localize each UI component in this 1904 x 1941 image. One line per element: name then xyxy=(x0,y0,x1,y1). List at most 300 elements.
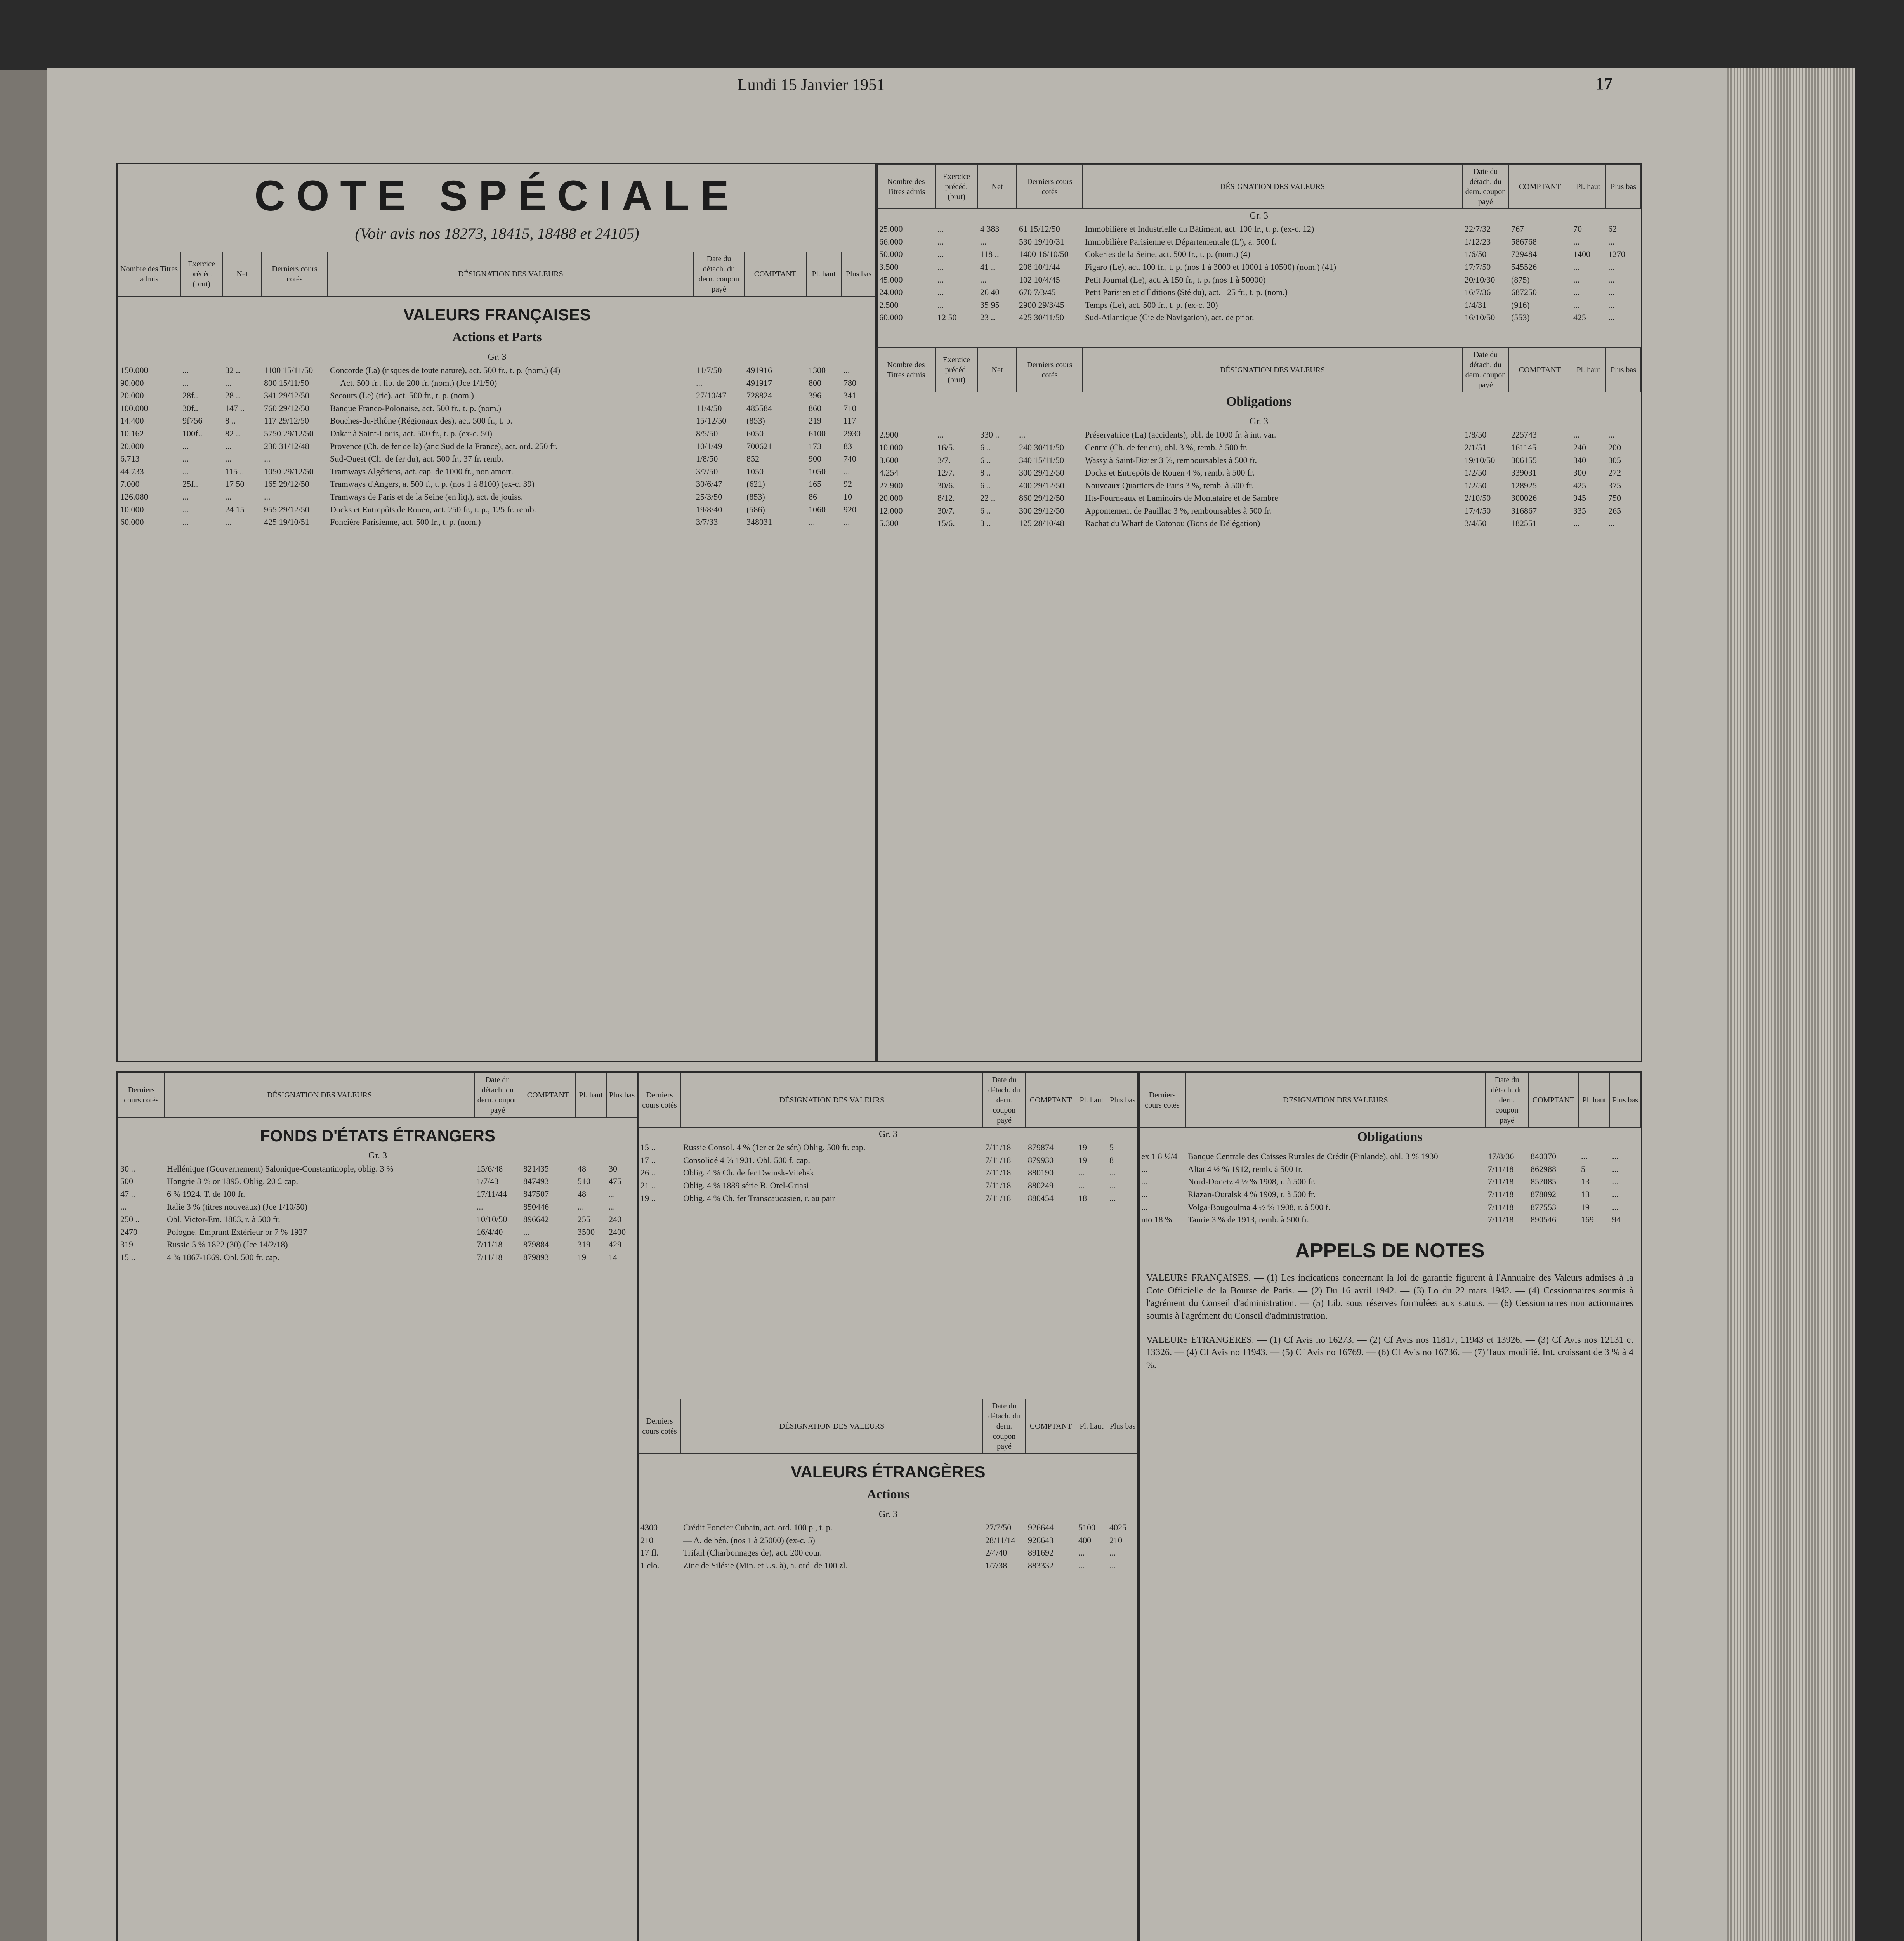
table-cell: 27.900 xyxy=(879,480,903,490)
fonds-etats-table xyxy=(118,1073,638,1264)
table-row xyxy=(877,311,1641,324)
table-cell: 6.713 xyxy=(120,454,140,464)
table-cell: 117 xyxy=(844,416,856,426)
table-cell: 300 29/12/50 xyxy=(1019,468,1064,478)
table-cell: Hts-Fourneaux et Laminoirs de Montataire et de Sambre xyxy=(1085,493,1278,503)
table-cell: 821435 xyxy=(523,1163,549,1174)
table-cell: 4300 xyxy=(640,1523,658,1533)
col-dernier-net: Net xyxy=(978,165,1017,209)
table-cell: Petit Parisien et d'Éditions (Sté du), act. 125 fr., t. p. (nom.) xyxy=(1085,287,1288,297)
table-cell: ... xyxy=(696,378,703,388)
col-plus-bas: Plus bas xyxy=(1606,348,1641,392)
table-cell: 161145 xyxy=(1511,442,1537,452)
table-cell: ... xyxy=(1608,300,1615,310)
table-cell: 10.162 xyxy=(120,428,144,438)
table-cell: 3/4/50 xyxy=(1465,518,1487,528)
table-row xyxy=(118,1213,637,1226)
table-cell: 15 .. xyxy=(120,1252,135,1262)
table-cell: ... xyxy=(225,491,232,502)
table-cell: 45.000 xyxy=(879,274,903,285)
table-row xyxy=(118,389,876,402)
table-cell: 182551 xyxy=(1511,518,1537,528)
table-cell: 7/11/18 xyxy=(985,1142,1011,1153)
table-cell: 1060 xyxy=(809,504,826,514)
table-cell: 48 xyxy=(578,1189,586,1199)
table-cell: 847507 xyxy=(523,1189,549,1199)
table-row xyxy=(118,465,876,478)
table-cell: 30/7. xyxy=(937,505,955,516)
table-cell: 21 .. xyxy=(640,1180,656,1190)
col-dern-cours: Derniers cours cotés xyxy=(638,1399,681,1453)
table-cell: 26 .. xyxy=(640,1168,656,1178)
table-cell: 19/8/40 xyxy=(696,504,722,514)
table-cell: 1/2/50 xyxy=(1465,480,1487,490)
table-cell: ... xyxy=(609,1201,615,1212)
table-cell: Banque Centrale des Caisses Rurales de Crédit (Finlande), obl. 3 % 1930 xyxy=(1188,1151,1438,1161)
table-cell: ... xyxy=(1109,1193,1116,1203)
table-cell: 877553 xyxy=(1531,1202,1556,1212)
group-label: Gr. 3 xyxy=(1250,211,1268,221)
table-cell: 44.733 xyxy=(120,466,144,476)
table-cell: 926643 xyxy=(1028,1535,1054,1545)
col-plus-bas: Plus bas xyxy=(1107,1399,1138,1453)
russie-obligations-table xyxy=(1139,1073,1641,1226)
table-cell: 700621 xyxy=(746,441,772,451)
table-row xyxy=(118,364,876,377)
table-cell: ... xyxy=(182,365,189,375)
table-cell: 17 50 xyxy=(225,479,245,489)
table-row xyxy=(638,1192,1138,1205)
col-comptant: COMPTANT xyxy=(1509,348,1571,392)
table-cell: 22 .. xyxy=(980,493,995,503)
table-row xyxy=(638,1179,1138,1192)
table-row xyxy=(118,377,876,390)
table-cell: 306155 xyxy=(1511,455,1537,465)
table-cell: Taurie 3 % de 1913, remb. à 500 fr. xyxy=(1188,1215,1309,1225)
table-cell: 1050 xyxy=(746,466,764,476)
group-label: Gr. 3 xyxy=(1250,417,1268,427)
table-cell: 117 29/12/50 xyxy=(264,416,309,426)
table-row xyxy=(118,503,876,516)
table-cell: 862988 xyxy=(1531,1164,1556,1174)
table-row xyxy=(118,491,876,503)
table-cell: ... xyxy=(1019,430,1026,440)
table-cell: 169 xyxy=(1581,1215,1594,1225)
table-cell: mo 18 % xyxy=(1141,1215,1172,1225)
table-cell: ... xyxy=(1109,1548,1116,1558)
table-cell: 800 xyxy=(809,378,821,388)
table-row xyxy=(118,516,876,529)
table-cell: 28/11/14 xyxy=(985,1535,1015,1545)
table-row xyxy=(1139,1150,1641,1163)
table-cell: Tramways de Paris et de la Seine (en liq.), act. de jouiss. xyxy=(330,491,523,502)
col-pl-haut: Pl. haut xyxy=(1579,1073,1610,1127)
table-cell: 61 15/12/50 xyxy=(1019,224,1060,234)
col-plus-bas: Plus bas xyxy=(1107,1073,1138,1127)
col-nombre: Nombre des Titres admis xyxy=(877,165,935,209)
table-cell: 5 xyxy=(1109,1142,1114,1153)
table-cell: 17/4/50 xyxy=(1465,505,1491,516)
table-cell: 305 xyxy=(1608,455,1621,465)
table-cell: Trifail (Charbonnages de), act. 200 cour. xyxy=(683,1548,822,1558)
col-designation: DÉSIGNATION DES VALEURS xyxy=(1083,348,1462,392)
section-heading: FONDS D'ÉTATS ÉTRANGERS xyxy=(260,1127,495,1145)
table-cell: ... xyxy=(1608,313,1615,323)
table-cell: 945 xyxy=(1573,493,1586,503)
table-cell: 225743 xyxy=(1511,430,1537,440)
table-cell: ... xyxy=(844,365,850,375)
table-cell: 1/2/50 xyxy=(1465,468,1487,478)
table-row xyxy=(877,454,1641,467)
table-cell: 48 xyxy=(578,1163,586,1174)
table-cell: 316867 xyxy=(1511,505,1537,516)
table-cell: 11/7/50 xyxy=(696,365,722,375)
table-cell: 150.000 xyxy=(120,365,148,375)
table-cell: 11/4/50 xyxy=(696,403,722,413)
table-cell: 1/6/50 xyxy=(1465,249,1487,259)
table-cell: Immobilière Parisienne et Départementale (L'), a. 500 f. xyxy=(1085,236,1276,247)
table-cell: 760 29/12/50 xyxy=(264,403,309,413)
table-cell: 20.000 xyxy=(879,493,903,503)
table-cell: 847493 xyxy=(523,1176,549,1186)
table-cell: 335 xyxy=(1573,505,1586,516)
table-cell: ... xyxy=(523,1227,530,1237)
table-cell: 1 clo. xyxy=(640,1560,660,1570)
table-cell: 19 xyxy=(1078,1155,1087,1165)
table-cell: ... xyxy=(182,504,189,514)
table-cell: 60.000 xyxy=(120,517,144,527)
appels-panel xyxy=(1137,1071,1642,1941)
col-nombre: Nombre des Titres admis xyxy=(118,252,180,296)
table-row xyxy=(877,505,1641,517)
table-cell: 100.000 xyxy=(120,403,148,413)
table-cell: 891692 xyxy=(1028,1548,1054,1558)
table-cell: 90.000 xyxy=(120,378,144,388)
table-row xyxy=(877,467,1641,479)
table-cell: ... xyxy=(225,454,232,464)
table-cell: 10.000 xyxy=(879,442,903,452)
table-cell: 30 xyxy=(609,1163,617,1174)
table-cell: (621) xyxy=(746,479,765,489)
table-cell: 7/11/18 xyxy=(1488,1215,1514,1225)
table-cell: 15 .. xyxy=(640,1142,656,1153)
table-row xyxy=(1139,1201,1641,1214)
col-pl-haut: Pl. haut xyxy=(806,252,841,296)
table-cell: Petit Journal (Le), act. A 150 fr., t. p. (nos 1 à 50000) xyxy=(1085,274,1266,285)
table-cell: 7/11/18 xyxy=(1488,1189,1514,1199)
table-cell: Figaro (Le), act. 100 fr., t. p. (nos 1 à 3000 et 10001 à 10500) (nom.) (41) xyxy=(1085,262,1336,272)
table-cell: 878092 xyxy=(1531,1189,1556,1199)
col-plus-bas: Plus bas xyxy=(606,1073,637,1117)
table-cell: Crédit Foncier Cubain, act. ord. 100 p., t. p. xyxy=(683,1523,833,1533)
table-cell: ... xyxy=(1608,430,1615,440)
table-cell: 165 xyxy=(809,479,821,489)
table-cell: 900 xyxy=(809,454,821,464)
table-cell: Secours (Le) (rie), act. 500 fr., t. p. (nom.) xyxy=(330,391,474,401)
table-cell: 6 .. xyxy=(980,505,991,516)
table-cell: 300 xyxy=(1573,468,1586,478)
table-cell: 19 xyxy=(1078,1142,1087,1153)
table-cell: ... xyxy=(1078,1180,1085,1190)
table-cell: 330 .. xyxy=(980,430,1000,440)
table-cell: ... xyxy=(980,236,987,247)
table-cell: ... xyxy=(1141,1189,1148,1199)
table-cell: 12/7. xyxy=(937,468,955,478)
table-cell: 7/11/18 xyxy=(985,1155,1011,1165)
col-date-detach: Date du détach. du dern. coupon payé xyxy=(1462,165,1509,209)
table-cell: 7/11/18 xyxy=(985,1168,1011,1178)
table-cell: 19/10/50 xyxy=(1465,455,1495,465)
table-cell: 94 xyxy=(1612,1215,1621,1225)
table-cell: 8 xyxy=(1109,1155,1114,1165)
table-cell: 35 95 xyxy=(980,300,1000,310)
table-cell: Provence (Ch. de fer de la) (anc Sud de la France), act. ord. 250 fr. xyxy=(330,441,557,451)
table-cell: 3/7/33 xyxy=(696,517,718,527)
table-cell: 880190 xyxy=(1028,1168,1054,1178)
table-cell: Obl. Victor-Em. 1863, r. à 500 fr. xyxy=(167,1214,280,1224)
table-cell: 1050 xyxy=(809,466,826,476)
table-cell: ... xyxy=(1573,236,1580,247)
table-cell: ... xyxy=(937,300,944,310)
table-cell: Rachat du Wharf de Cotonou (Bons de Délégation) xyxy=(1085,518,1260,528)
table-cell: 12 50 xyxy=(937,313,957,323)
table-cell: Volga-Bougoulma 4 ½ % 1908, r. à 500 f. xyxy=(1188,1202,1331,1212)
col-designation: DÉSIGNATION DES VALEURS xyxy=(681,1399,983,1453)
table-cell: 729484 xyxy=(1511,249,1537,259)
table-cell: 23 .. xyxy=(980,313,995,323)
table-cell: 1400 xyxy=(1573,249,1590,259)
table-cell: Oblig. 4 % 1889 série B. Orel-Griasi xyxy=(683,1180,809,1190)
table-cell: 240 30/11/50 xyxy=(1019,442,1064,452)
table-cell: 17/7/50 xyxy=(1465,262,1491,272)
table-row xyxy=(877,223,1641,236)
table-cell: 530 19/10/31 xyxy=(1019,236,1064,247)
table-cell: ... xyxy=(1141,1202,1148,1212)
table-cell: Concorde (La) (risques de toute nature), act. 500 fr., t. p. (nom.) (4) xyxy=(330,365,561,375)
table-cell: 740 xyxy=(844,454,856,464)
table-row xyxy=(638,1154,1138,1167)
table-cell: ... xyxy=(1141,1164,1148,1174)
table-cell: 83 xyxy=(844,441,852,451)
table-cell: 7/11/18 xyxy=(1488,1164,1514,1174)
table-cell: 1/8/50 xyxy=(1465,430,1487,440)
table-cell: 926644 xyxy=(1028,1523,1054,1533)
table-cell: 26 40 xyxy=(980,287,1000,297)
table-cell: 17/11/44 xyxy=(477,1189,507,1199)
table-cell: 4025 xyxy=(1109,1523,1126,1533)
table-cell: 15/12/50 xyxy=(696,416,727,426)
table-cell: 396 xyxy=(809,391,821,401)
notes-etrangeres: VALEURS ÉTRANGÈRES. — (1) Cf Avis no 16273. — (2) Cf Avis nos 11817, 11943 et 13926. — (3) Cf Avis nos 12131 et 13326. — (4) Cf Avis no 11943. — (5) Cf Avis no 16769. — (6) Cf Avis no 16736. — (7) Taux modifié. Int. croissant de 3 % à 4 %. xyxy=(1146,1335,1633,1370)
table-cell: ... xyxy=(1612,1151,1619,1161)
table-cell: Altaï 4 ½ % 1912, remb. à 500 fr. xyxy=(1188,1164,1303,1174)
table-cell: 955 29/12/50 xyxy=(264,504,309,514)
table-cell: 1/4/31 xyxy=(1465,300,1487,310)
table-cell: 896642 xyxy=(523,1214,549,1224)
table-cell: 5.300 xyxy=(879,518,899,528)
table-cell: 147 .. xyxy=(225,403,245,413)
table-cell: 30/6. xyxy=(937,480,955,490)
table-cell: 7/11/18 xyxy=(477,1240,503,1250)
table-cell: 165 29/12/50 xyxy=(264,479,309,489)
table-cell: (853) xyxy=(746,491,765,502)
table-cell: 200 xyxy=(1608,442,1621,452)
table-cell: 13 xyxy=(1581,1177,1590,1187)
group-label: Gr. 3 xyxy=(368,1150,387,1161)
col-dern-cours: Derniers cours cotés xyxy=(638,1073,681,1127)
table-cell: 27/10/47 xyxy=(696,391,727,401)
table-cell: 4 % 1867-1869. Obl. 500 fr. cap. xyxy=(167,1252,279,1262)
table-cell: 2400 xyxy=(609,1227,626,1237)
table-cell: 17 fl. xyxy=(640,1548,659,1558)
table-cell: 728824 xyxy=(746,391,772,401)
table-cell: Foncière Parisienne, act. 500 fr., t. p. (nom.) xyxy=(330,517,481,527)
table-row xyxy=(118,1175,637,1188)
table-cell: ... xyxy=(1612,1164,1619,1174)
table-row xyxy=(118,453,876,465)
table-cell: ... xyxy=(1608,518,1615,528)
table-row xyxy=(638,1547,1138,1559)
valeurs-etrangeres-table xyxy=(638,1399,1139,1572)
table-cell: 8 .. xyxy=(980,468,991,478)
col-comptant: COMPTANT xyxy=(744,252,806,296)
table-cell: 3.500 xyxy=(879,262,899,272)
top-right-panel xyxy=(875,163,1642,1062)
table-cell: 9f756 xyxy=(182,416,203,426)
table-cell: Nouveaux Quartiers de Paris 3 %, remb. à 500 fr. xyxy=(1085,480,1253,490)
table-row xyxy=(877,261,1641,274)
col-pl-haut: Pl. haut xyxy=(1076,1399,1107,1453)
table-cell: 118 .. xyxy=(980,249,999,259)
russie-panel xyxy=(637,1071,1140,1941)
table-cell: 2900 29/3/45 xyxy=(1019,300,1064,310)
table-cell: 25f.. xyxy=(182,479,198,489)
table-cell: 60.000 xyxy=(879,313,903,323)
table-cell: 319 xyxy=(120,1240,133,1250)
table-cell: Sud-Atlantique (Cie de Navigation), act. de prior. xyxy=(1085,313,1254,323)
col-date-detach: Date du détach. du dern. coupon payé xyxy=(694,252,744,296)
table-cell: 10/10/50 xyxy=(477,1214,507,1224)
col-comptant: COMPTANT xyxy=(1528,1073,1579,1127)
table-cell: 491917 xyxy=(746,378,772,388)
table-cell: 300026 xyxy=(1511,493,1537,503)
table-cell: ... xyxy=(477,1201,483,1212)
table-cell: ... xyxy=(1109,1180,1116,1190)
left-page-edge xyxy=(0,70,47,1941)
table-cell: (586) xyxy=(746,504,765,514)
table-cell: 15/6. xyxy=(937,518,955,528)
table-cell: 860 xyxy=(809,403,821,413)
table-cell: 485584 xyxy=(746,403,772,413)
table-cell: Préservatrice (La) (accidents), obl. de 1000 fr. à int. var. xyxy=(1085,430,1276,440)
table-cell: 2930 xyxy=(844,428,861,438)
table-cell: 3.600 xyxy=(879,455,899,465)
table-cell: Wassy à Saint-Dizier 3 %, remboursables à 500 fr. xyxy=(1085,455,1257,465)
table-cell: 28 .. xyxy=(225,391,240,401)
table-row xyxy=(638,1141,1138,1154)
fonds-etats-panel xyxy=(116,1071,639,1941)
table-cell: 102 10/4/45 xyxy=(1019,274,1060,285)
table-cell: ... xyxy=(182,454,189,464)
table-row xyxy=(877,274,1641,286)
table-cell: 240 xyxy=(609,1214,621,1224)
col-comptant: COMPTANT xyxy=(1026,1073,1076,1127)
table-cell: ... xyxy=(937,430,944,440)
table-cell: Docks et Entrepôts de Rouen, act. 250 fr., t. p., 125 fr. remb. xyxy=(330,504,536,514)
table-cell: 340 15/11/50 xyxy=(1019,455,1064,465)
table-cell: 7/11/18 xyxy=(1488,1202,1514,1212)
table-cell: 400 xyxy=(1078,1535,1091,1545)
table-row xyxy=(118,402,876,415)
table-cell: 852 xyxy=(746,454,759,464)
table-cell: 100f.. xyxy=(182,428,203,438)
table-row xyxy=(118,440,876,453)
table-row xyxy=(1139,1214,1641,1226)
col-derniers-cours: Derniers cours cotés xyxy=(1017,165,1083,209)
table-cell: 25/3/50 xyxy=(696,491,722,502)
table-cell: ... xyxy=(937,274,944,285)
table-cell: ... xyxy=(1612,1202,1619,1212)
cote-speciale-panel xyxy=(116,163,878,1062)
table-cell: 30/6/47 xyxy=(696,479,722,489)
table-cell: 500 xyxy=(120,1176,133,1186)
appels-de-notes-heading: APPELS DE NOTES xyxy=(1295,1239,1485,1262)
table-cell: 173 xyxy=(809,441,821,451)
table-cell: 16/10/50 xyxy=(1465,313,1495,323)
table-cell: ... xyxy=(1608,262,1615,272)
table-cell: 16/7/36 xyxy=(1465,287,1491,297)
table-cell: 210 xyxy=(640,1535,653,1545)
col-plus-bas: Plus bas xyxy=(1606,165,1641,209)
table-cell: 2470 xyxy=(120,1227,137,1237)
table-cell: 16/4/40 xyxy=(477,1227,503,1237)
col-comptant: COMPTANT xyxy=(1026,1399,1076,1453)
table-cell: 510 xyxy=(578,1176,590,1186)
table-row xyxy=(118,478,876,491)
table-cell: Banque Franco-Polonaise, act. 500 fr., t. p. (nom.) xyxy=(330,403,502,413)
table-cell: 375 xyxy=(1608,480,1621,490)
table-cell: 128925 xyxy=(1511,480,1537,490)
table-cell: ... xyxy=(1573,300,1580,310)
table-cell: 890546 xyxy=(1531,1215,1556,1225)
col-designation: DÉSIGNATION DES VALEURS xyxy=(165,1073,474,1117)
table-cell: 17 .. xyxy=(640,1155,656,1165)
table-cell: 27/7/50 xyxy=(985,1523,1012,1533)
page-subtitle: (Voir avis nos 18273, 18415, 18488 et 24105) xyxy=(355,225,639,242)
table-cell: 1/8/50 xyxy=(696,454,718,464)
table-cell: 5750 29/12/50 xyxy=(264,428,314,438)
table-cell: ... xyxy=(1109,1560,1116,1570)
table-cell: 767 xyxy=(1511,224,1524,234)
table-cell: ... xyxy=(937,224,944,234)
table-cell: 13 xyxy=(1581,1189,1590,1199)
table-cell: 16/5. xyxy=(937,442,955,452)
table-row xyxy=(877,479,1641,492)
table-cell: 18 xyxy=(1078,1193,1087,1203)
table-cell: 670 7/3/45 xyxy=(1019,287,1056,297)
notes-francaises: VALEURS FRANÇAISES. — (1) Les indications concernant la loi de garantie figurent à l'Annuaire des Valeurs admises à la Cote Officielle de la Bourse de Paris. — (2) Du 16 avril 1942. — (3) Lo du 22 mars 1942. — (4) Cessionnaires soumis à l'agrément du Conseil d'administration. — (5) Lib. sous réserves formulées aux statuts. — (6) Cessionnaires non actionnaires soumis à l'agrément du Conseil d'administration. xyxy=(1146,1273,1633,1321)
table-row xyxy=(638,1534,1138,1547)
table-cell: ... xyxy=(1573,430,1580,440)
table-cell: 2/4/40 xyxy=(985,1548,1007,1558)
table-row xyxy=(877,441,1641,454)
table-cell: ... xyxy=(937,236,944,247)
table-cell: Tramways d'Angers, a. 500 f., t. p. (nos 1 à 8100) (ex-c. 39) xyxy=(330,479,535,489)
section-heading: VALEURS ÉTRANGÈRES xyxy=(791,1463,986,1481)
group-label: Gr. 3 xyxy=(879,1129,897,1139)
table-row xyxy=(1139,1163,1641,1176)
table-cell: 4.254 xyxy=(879,468,899,478)
